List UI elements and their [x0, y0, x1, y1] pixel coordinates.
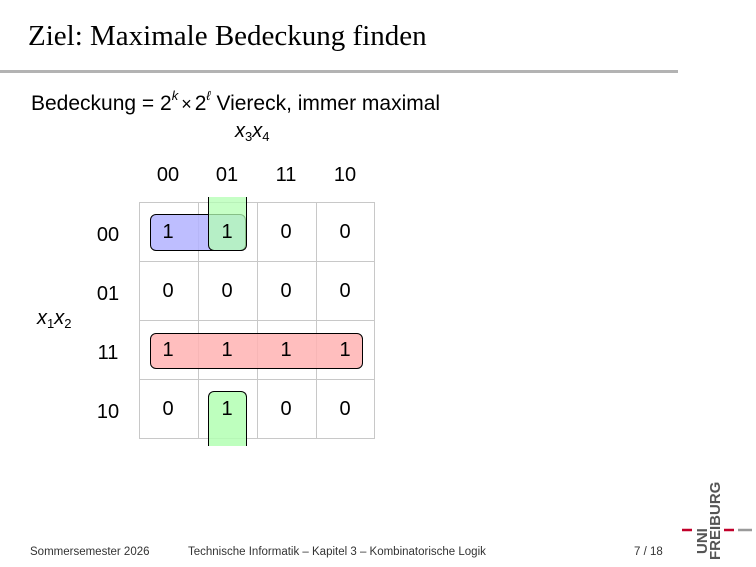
title-rule — [0, 70, 678, 73]
times-symbol: × — [181, 94, 192, 114]
column-header-01: 01 — [215, 164, 239, 186]
cell-00-01: 1 — [221, 220, 233, 243]
cell-01-11: 0 — [280, 279, 292, 302]
cell-10-00: 0 — [162, 397, 174, 420]
svg-text:UNI: UNI — [694, 528, 711, 554]
svg-text:FREIBURG: FREIBURG — [707, 482, 724, 560]
subtitle-suffix: Viereck, immer maximal — [210, 92, 441, 115]
row-header-11: 11 — [97, 342, 119, 364]
exponent-l: ℓ — [206, 88, 211, 103]
slide-subtitle — [31, 90, 440, 116]
row-header-10: 10 — [96, 401, 120, 423]
cell-11-00: 1 — [162, 338, 174, 361]
row-variables-label: $x_1x_2$ — [37, 307, 72, 331]
cell-01-01: 0 — [221, 279, 233, 302]
cell-11-10: 1 — [339, 338, 351, 361]
uni-freiburg-logo — [682, 482, 752, 562]
cell-00-11: 0 — [280, 220, 292, 243]
cell-01-00: 0 — [162, 279, 174, 302]
exponent-k: k — [171, 88, 179, 103]
cell-00-10: 0 — [339, 220, 351, 243]
column-header-00: 00 — [156, 164, 180, 186]
column-header-11: 11 — [275, 164, 297, 186]
cell-00-00: 1 — [162, 220, 174, 243]
footer-page-number: 7 / 18 — [634, 546, 663, 558]
cell-10-10: 0 — [339, 397, 351, 420]
cell-11-11: 1 — [280, 338, 292, 361]
row-header-01: 01 — [96, 283, 120, 305]
column-variables-label: $x_3x_4$ — [235, 120, 270, 144]
footer-semester: Sommersemester 2026 — [30, 546, 150, 558]
subtitle-base: 2 — [194, 92, 207, 115]
footer-course: Technische Informatik – Kapitel 3 – Kombinatorische Logik — [188, 546, 486, 558]
column-header-10: 10 — [333, 164, 357, 186]
grid-line — [139, 438, 375, 439]
cell-01-10: 0 — [339, 279, 351, 302]
row-header-00: 00 — [96, 224, 120, 246]
slide-title: Ziel: Maximale Bedeckung finden — [28, 20, 427, 52]
cell-10-01: 1 — [221, 397, 233, 420]
cell-10-11: 0 — [280, 397, 292, 420]
cell-11-01: 1 — [221, 338, 233, 361]
subtitle-prefix: Bedeckung = 2 — [31, 92, 172, 115]
